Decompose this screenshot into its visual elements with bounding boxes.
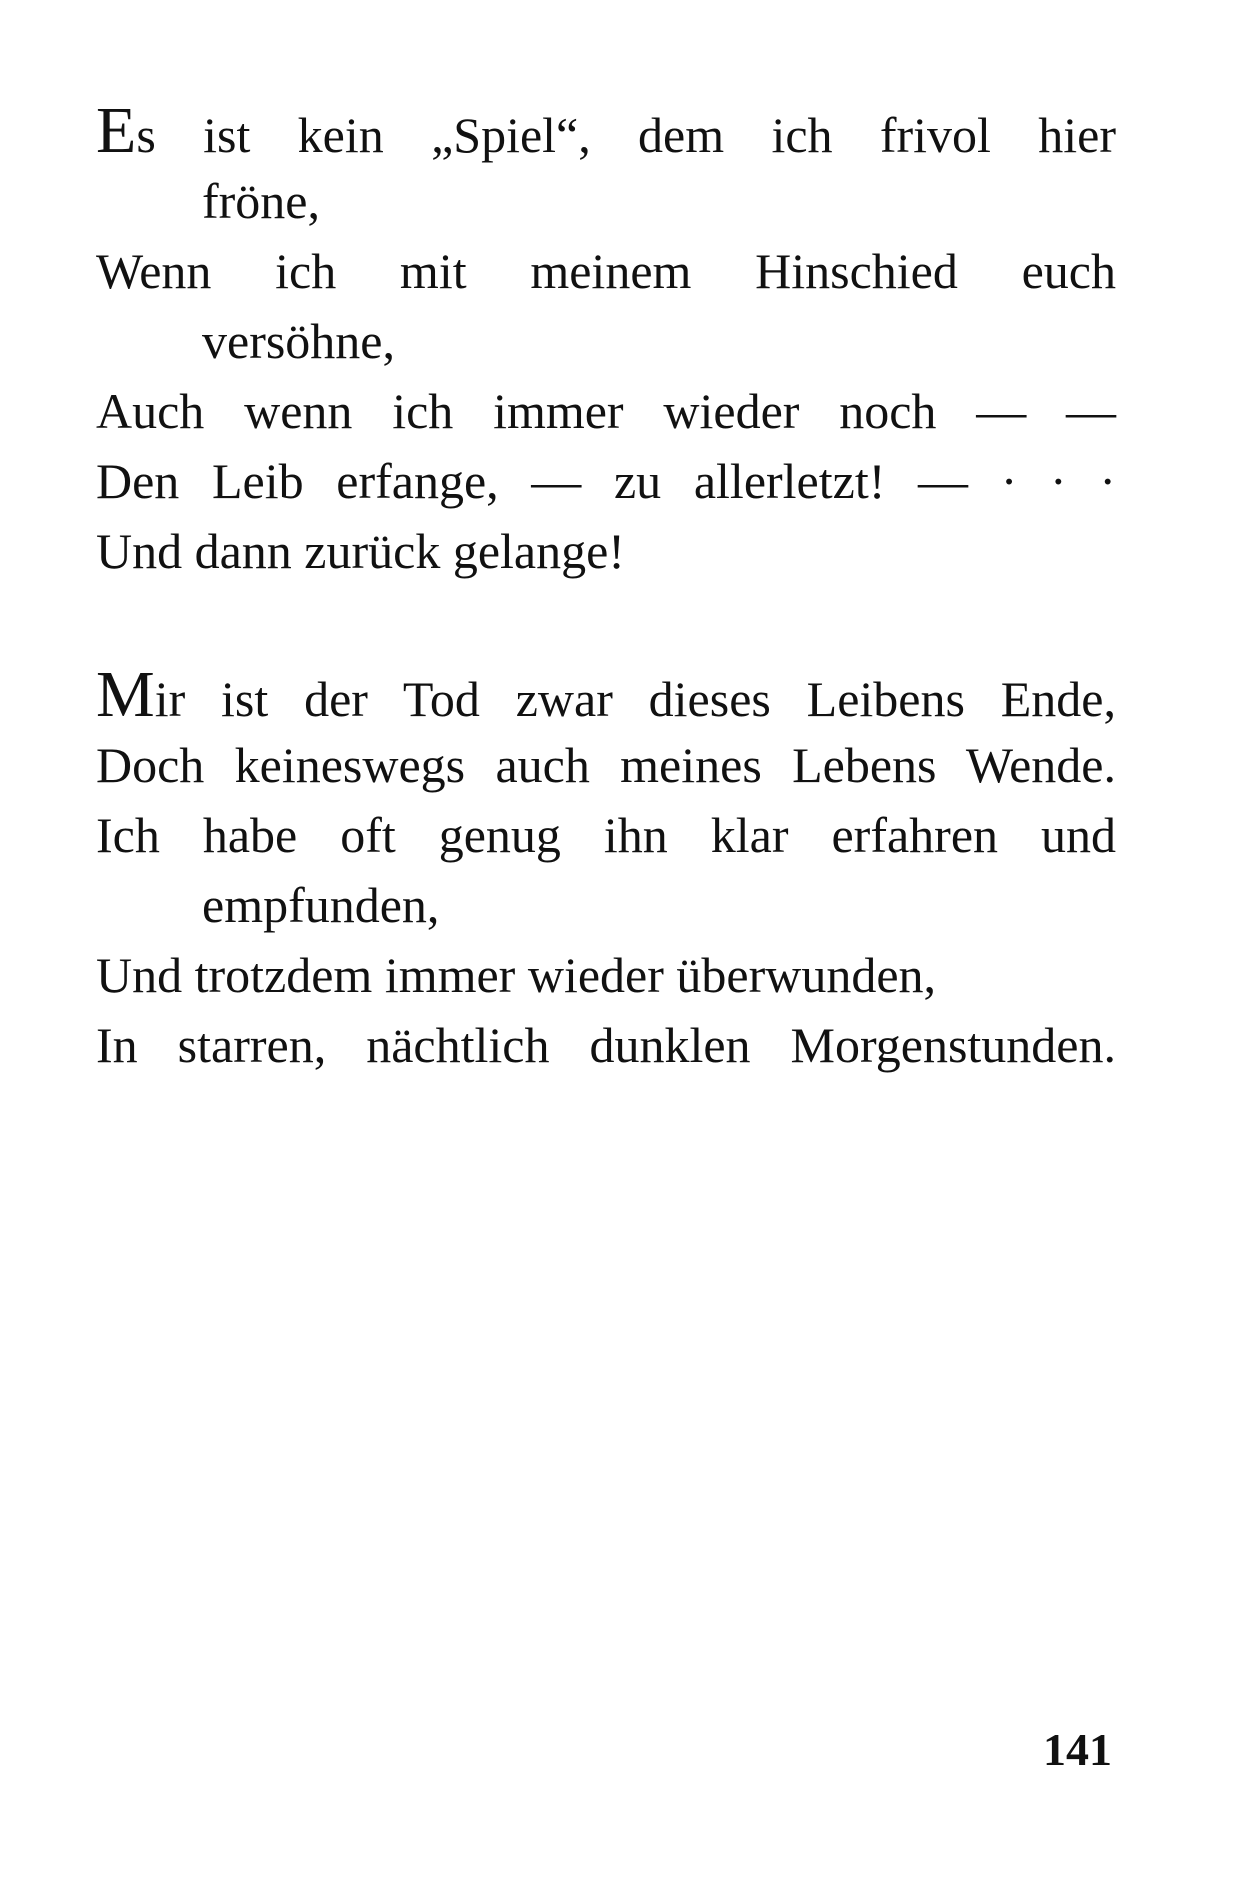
page-number: 141: [1043, 1724, 1112, 1775]
stanza-2: [96, 660, 1116, 1080]
poem-line-continuation: empfunden,: [202, 877, 440, 933]
drop-initial: M: [96, 658, 155, 731]
poem-line-continuation: fröne,: [202, 173, 320, 229]
poem-line: [96, 96, 1116, 166]
poem-line: Den Leib erfange, — zu allerletzt! — · · ·: [96, 453, 1116, 509]
poem-line: Doch keineswegs auch meines Lebens Wende.: [96, 737, 1116, 793]
line-text: s ist kein „Spiel“, dem ich frivol hier: [136, 107, 1116, 163]
poem-line: Und dann zurück gelange!: [96, 523, 625, 579]
line-text: ir ist der Tod zwar dieses Leibens Ende,: [154, 671, 1116, 727]
drop-initial: E: [96, 94, 137, 167]
poem-line-continuation: versöhne,: [202, 313, 395, 369]
stanza-1: [96, 96, 1116, 586]
poem-line: [96, 660, 1116, 730]
poem-line: Ich habe oft genug ihn klar erfahren und: [96, 807, 1116, 863]
poem-line: In starren, nächtlich dunklen Morgenstunden.: [96, 1017, 1116, 1073]
poem-line: Auch wenn ich immer wieder noch — —: [96, 383, 1116, 439]
poem-line: Und trotzdem immer wieder überwunden,: [96, 947, 937, 1003]
poem-line: Wenn ich mit meinem Hinschied euch: [96, 243, 1116, 299]
